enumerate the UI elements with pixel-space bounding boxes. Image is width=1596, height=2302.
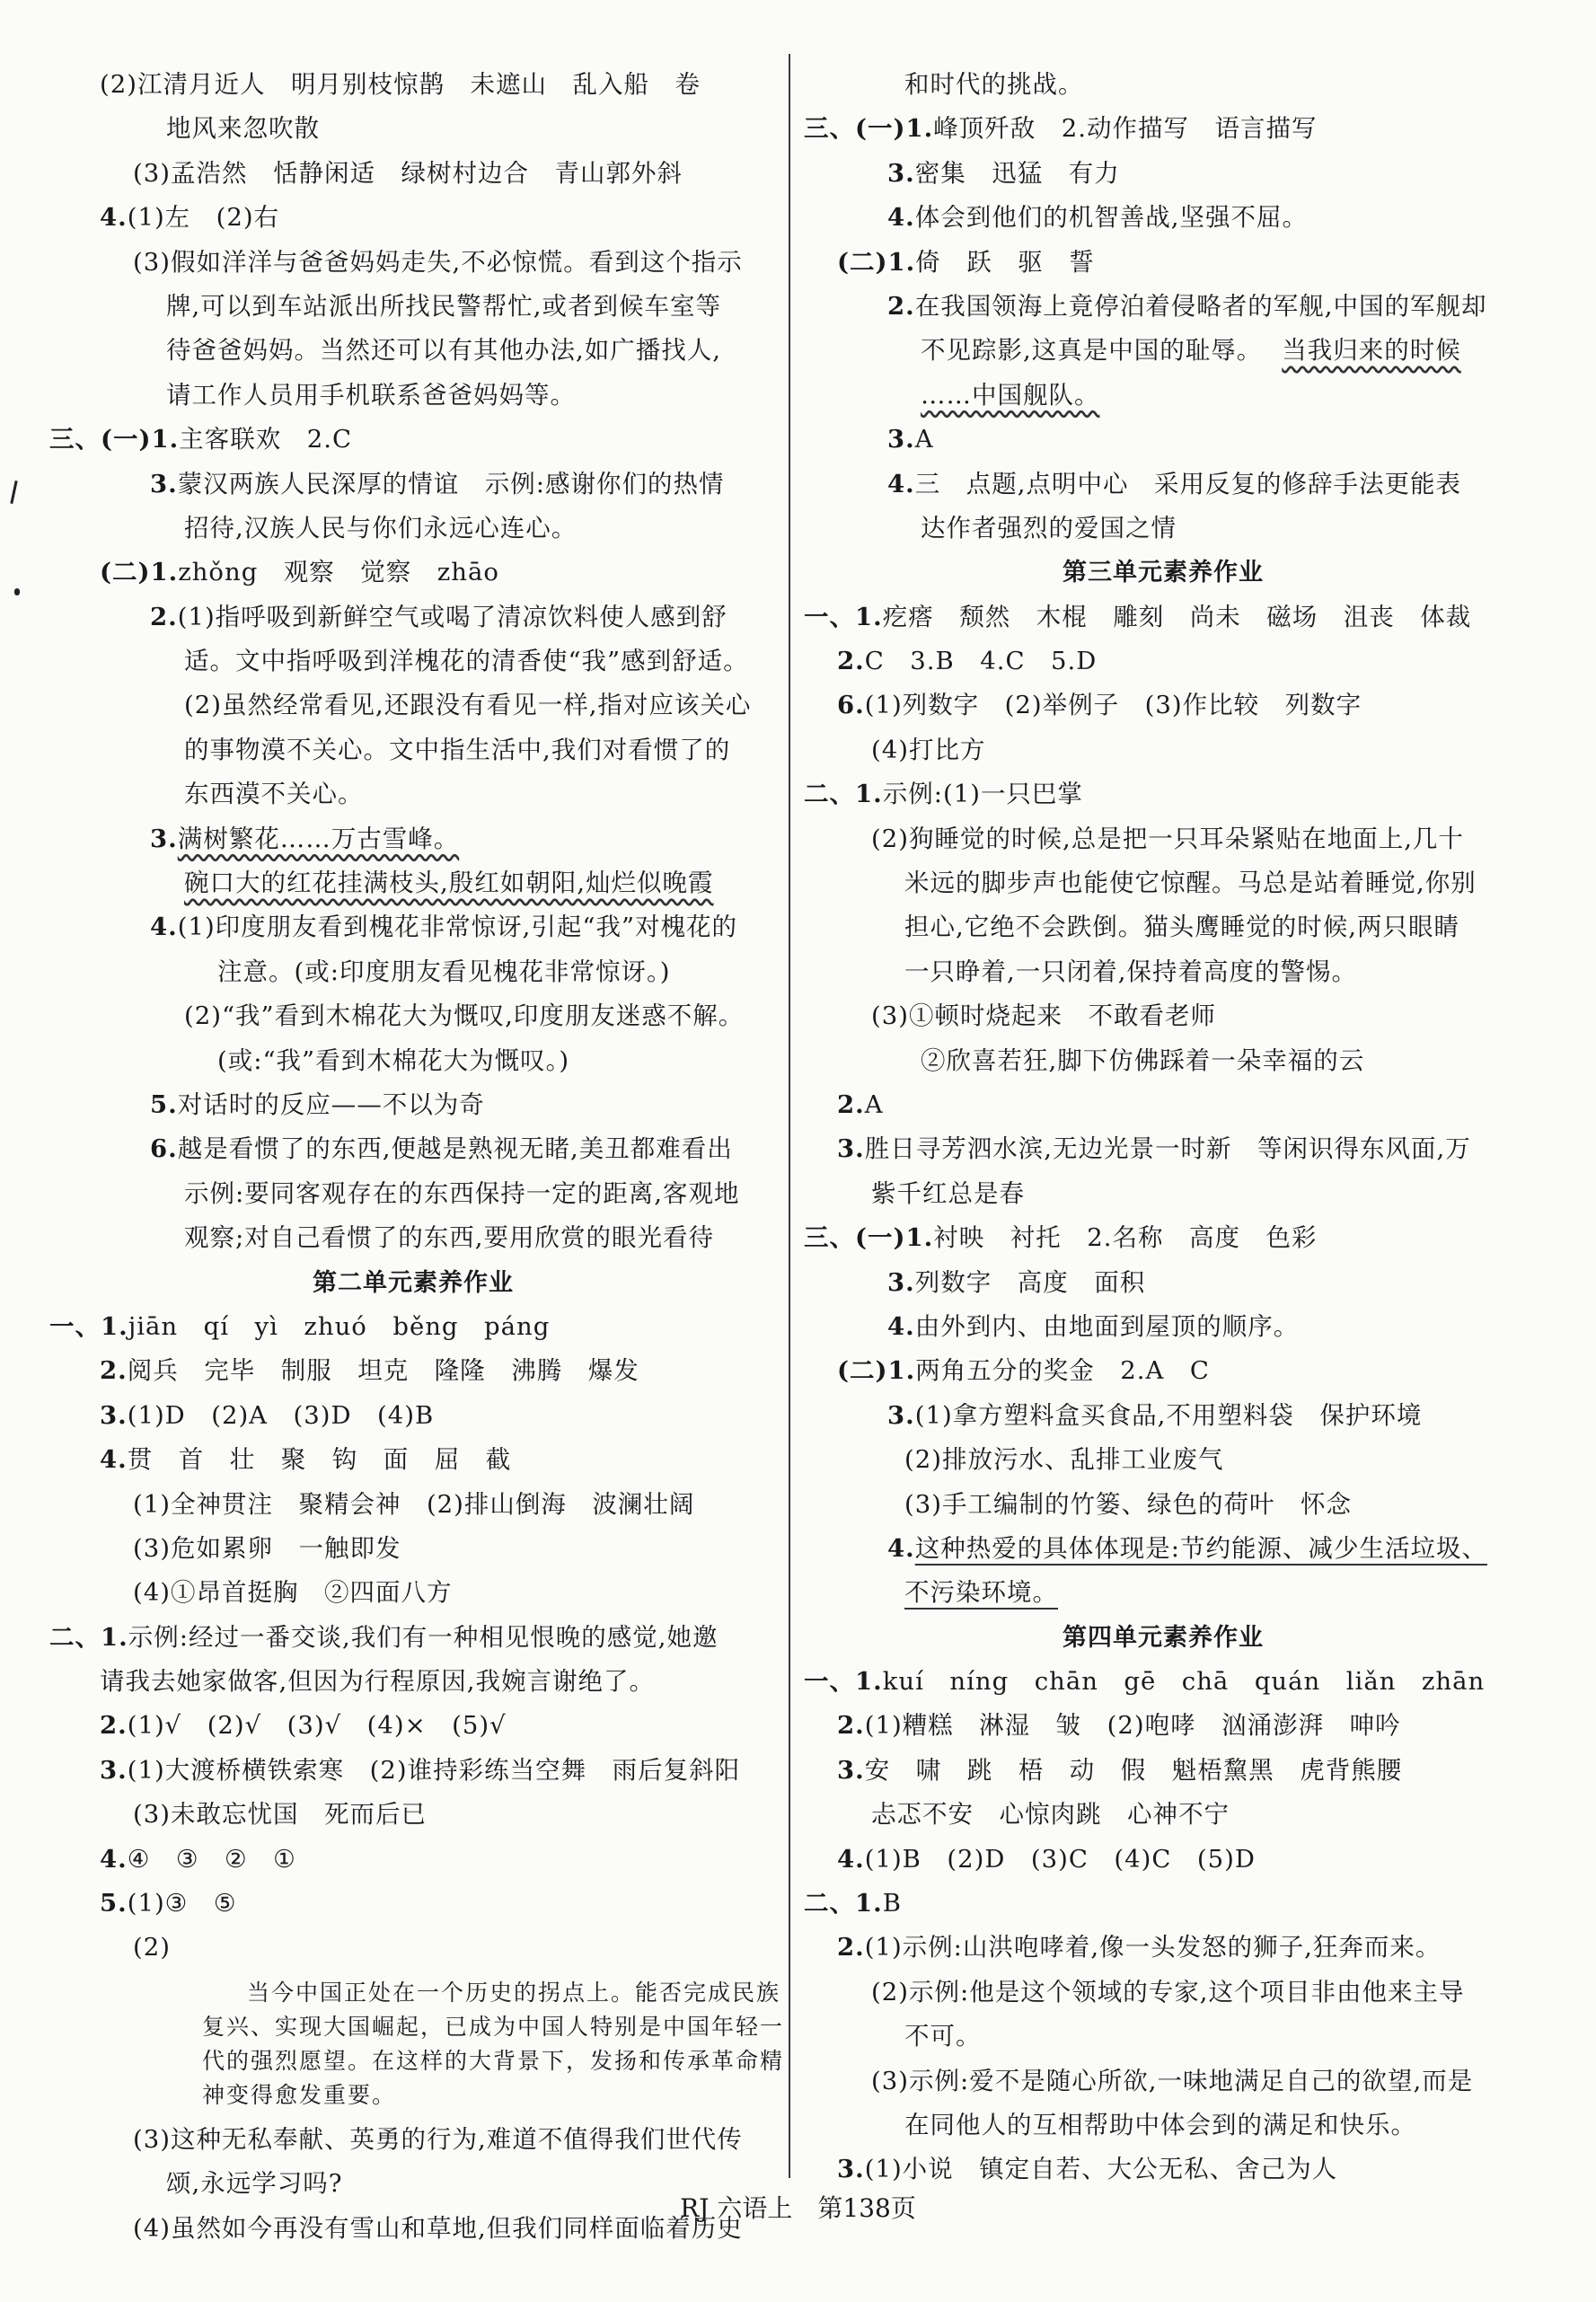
item-number: 2. xyxy=(150,602,178,631)
answer-text: 在我国领海上竟停泊着侵略者的军舰,中国的军舰却 xyxy=(914,291,1487,321)
answer-line xyxy=(804,1172,1522,1216)
item-number: 3. xyxy=(837,1755,865,1785)
answer-line xyxy=(49,772,777,816)
answer-line xyxy=(49,1039,777,1083)
answer-line xyxy=(804,2104,1522,2148)
item-number: 3. xyxy=(887,1267,915,1297)
answer-line xyxy=(49,817,777,861)
answer-text: 注意。(或:印度朋友看见槐花非常惊讶。) xyxy=(217,957,671,986)
item-number: 2. xyxy=(837,1933,865,1962)
answer-line xyxy=(49,728,777,772)
item-number: 3. xyxy=(887,158,915,188)
item-number: 2. xyxy=(837,1089,865,1119)
answer-line xyxy=(49,463,777,507)
answer-text: 示例:经过一番交谈,我们有一种相见恨晚的感觉,她邀 xyxy=(128,1622,719,1652)
answer-line xyxy=(49,1616,777,1660)
answer-text: (1)印度朋友看到槐花非常惊讶,引起“我”对槐花的 xyxy=(177,913,738,942)
answer-line xyxy=(804,285,1522,329)
answer-text: (2)排放污水、乱排工业废气 xyxy=(904,1445,1224,1475)
answer-line xyxy=(804,861,1522,905)
answer-text: (1)示例:山洪咆哮着,像一头发怒的狮子,狂奔而来。 xyxy=(864,1933,1442,1962)
item-number: 4. xyxy=(837,1844,865,1874)
right-column xyxy=(804,63,1522,2192)
answer-text: 忐忑不安 心惊肉跳 心神不宁 xyxy=(871,1800,1230,1830)
answer-text: (3)未敢忘忧国 死而后已 xyxy=(133,1800,427,1830)
answer-line xyxy=(49,152,777,196)
item-number: 4. xyxy=(887,1311,915,1341)
answer-text: 疙瘩 颓然 木棍 雕刻 尚未 磁场 沮丧 体裁 xyxy=(882,602,1472,631)
page-footer: RJ 六语上 第138页 xyxy=(680,2193,916,2223)
item-number: 一、1. xyxy=(49,1311,128,1341)
item-number: 一、1. xyxy=(804,1667,883,1697)
item-number: (二)1. xyxy=(837,1356,916,1386)
answer-text: 示例:要同客观存在的东西保持一定的距离,客观地 xyxy=(184,1178,740,1208)
answer-text: (4)虽然如今再没有雪山和草地,但我们同样面临着历史 xyxy=(133,2213,743,2243)
item-number: 4. xyxy=(887,203,915,233)
answer-line xyxy=(804,1127,1522,1171)
item-number: 3. xyxy=(150,824,178,853)
answer-line xyxy=(804,507,1522,551)
answer-line xyxy=(49,241,777,285)
handwritten-line: 当今中国正处在一个历史的拐点上。能否完成民族 xyxy=(247,1979,781,2006)
answer-text: B xyxy=(882,1889,902,1918)
answer-text: 请我去她家做客,但因为行程原因,我婉言谢绝了。 xyxy=(100,1667,655,1697)
answer-line xyxy=(804,905,1522,949)
answer-line xyxy=(49,684,777,728)
answer-text: 衬映 衬托 2.名称 高度 色彩 xyxy=(933,1223,1318,1253)
answer-line xyxy=(49,1926,777,1970)
answer-line xyxy=(804,1394,1522,1438)
answer-text: (1)√ (2)√ (3)√ (4)× (5)√ xyxy=(127,1711,507,1741)
item-number: 4. xyxy=(100,1445,128,1475)
answer-text: (3)孟浩然 恬静闲适 绿树村边合 青山郭外斜 xyxy=(133,158,683,188)
answer-line xyxy=(49,1394,777,1438)
answer-line xyxy=(49,285,777,329)
item-number: 三、(一)1. xyxy=(49,425,180,454)
item-number: 6. xyxy=(837,691,865,720)
answer-line xyxy=(49,994,777,1038)
item-number: 4. xyxy=(887,469,915,498)
answer-text: (2)“我”看到木棉花大为慨叹,印度朋友迷惑不解。 xyxy=(184,1001,745,1031)
answer-text: 主客联欢 2.C xyxy=(179,425,353,454)
item-number: 4. xyxy=(100,1844,128,1874)
item-number: 3. xyxy=(100,1400,128,1430)
item-number: 2. xyxy=(887,291,915,321)
answer-text: (1)指呼吸到新鲜空气或喝了清凉饮料使人感到舒 xyxy=(177,602,727,631)
item-number: 2. xyxy=(100,1356,128,1386)
answer-text: (1)全神贯注 聚精会神 (2)排山倒海 波澜壮阔 xyxy=(133,1489,695,1519)
handwritten-line: 复兴、实现大国崛起，已成为中国人特别是中国年轻一 xyxy=(202,2013,785,2040)
answer-line xyxy=(804,2015,1522,2059)
answer-line xyxy=(49,507,777,551)
answer-line xyxy=(804,241,1522,285)
answer-line xyxy=(804,684,1522,728)
answer-text: 安 啸 跳 梧 动 假 魁梧黧黑 虎背熊腰 xyxy=(864,1755,1403,1785)
answer-line xyxy=(49,1216,777,1260)
answer-line xyxy=(804,1305,1522,1349)
answer-text: 招待,汉族人民与你们永远心连心。 xyxy=(184,513,578,542)
answer-text: (1)B (2)D (3)C (4)C (5)D xyxy=(864,1844,1256,1874)
answer-text: 担心,它绝不会跌倒。猫头鹰睡觉的时候,两只眼睛 xyxy=(904,913,1459,942)
item-number: (二)1. xyxy=(100,558,179,587)
answer-line xyxy=(49,418,777,462)
answer-line xyxy=(49,2118,777,2162)
answer-line xyxy=(49,861,777,905)
answer-text: (1)拿方塑料盒买食品,不用塑料袋 保护环境 xyxy=(914,1400,1423,1430)
answer-text: 待爸爸妈妈。当然还可以有其他办法,如广播找人, xyxy=(166,336,721,366)
answer-line xyxy=(804,817,1522,861)
item-number: 4. xyxy=(150,913,178,942)
answer-text: (1)左 (2)右 xyxy=(127,203,280,233)
answer-text: 对话时的反应——不以为奇 xyxy=(177,1089,485,1119)
answer-text: (1)糟糕 淋湿 皱 (2)咆哮 汹涌澎湃 呻吟 xyxy=(864,1711,1401,1741)
item-number: (二)1. xyxy=(837,247,916,277)
item-number: 2. xyxy=(837,647,865,676)
answer-text: 碗口大的红花挂满枝头,殷红如朝阳,灿烂似晚霞 xyxy=(184,869,714,898)
answer-line xyxy=(49,329,777,373)
answer-text: (1)小说 镇定自若、大公无私、舍己为人 xyxy=(864,2155,1338,2184)
item-number: 2. xyxy=(100,1711,128,1741)
answer-line xyxy=(49,1172,777,1216)
item-number: 二、1. xyxy=(804,1889,883,1918)
answer-line xyxy=(804,1483,1522,1527)
handwritten-line: 代的强烈愿望。在这样的大背景下，发扬和传承革命精 xyxy=(202,2047,785,2074)
answer-text: (4)①昂首挺胸 ②四面八方 xyxy=(133,1578,453,1608)
answer-line xyxy=(804,1261,1522,1305)
handwritten-line: 神变得愈发重要。 xyxy=(202,2081,397,2108)
answer-text: 越是看惯了的东西,便越是熟视无睹,美丑都难看出 xyxy=(177,1134,733,1164)
item-number: 3. xyxy=(837,1134,865,1164)
answer-text: (3)这种无私奉献、英勇的行为,难道不值得我们世代传 xyxy=(133,2124,743,2154)
answer-line xyxy=(804,1438,1522,1482)
item-number: 3. xyxy=(887,1400,915,1430)
answer-text: 不可。 xyxy=(904,2022,982,2051)
answer-text: kuí níng chān gē chā quán liǎn zhān xyxy=(882,1667,1486,1697)
margin-dot xyxy=(14,588,20,595)
item-number: 5. xyxy=(100,1889,128,1918)
answer-text: 在同他人的互相帮助中体会到的满足和快乐。 xyxy=(904,2110,1416,2139)
answer-text: 这种热爱的具体体现是:节约能源、减少生活垃圾、 xyxy=(914,1533,1487,1563)
answer-text: 列数字 高度 面积 xyxy=(914,1267,1146,1297)
answer-text: (2)虽然经常看见,还跟没有看见一样,指对应该关心 xyxy=(184,691,752,720)
answer-line xyxy=(804,1882,1522,1926)
answer-text: (3)①顿时烧起来 不敢看老师 xyxy=(871,1001,1216,1031)
answer-line xyxy=(804,152,1522,196)
answer-text: 和时代的挑战。 xyxy=(904,70,1084,99)
answer-text: 三 点题,点明中心 采用反复的修辞手法更能表 xyxy=(914,469,1461,498)
answer-line xyxy=(804,994,1522,1038)
answer-line xyxy=(49,196,777,240)
answer-line xyxy=(804,374,1522,418)
answer-text: 牌,可以到车站派出所找民警帮忙,或者到候车室等 xyxy=(166,291,721,321)
answer-text: 不见踪影,这真是中国的耻辱。 xyxy=(921,336,1263,366)
answer-line xyxy=(804,1971,1522,2015)
answer-text: A xyxy=(914,425,934,454)
answer-line xyxy=(49,1660,777,1704)
answer-text: (2)狗睡觉的时候,总是把一只耳朵紧贴在地面上,几十 xyxy=(871,824,1464,853)
answer-line xyxy=(49,63,777,107)
answer-line xyxy=(804,1571,1522,1615)
answer-line xyxy=(804,1083,1522,1127)
item-number: 2. xyxy=(837,1711,865,1741)
section-title: 第三单元素养作业 xyxy=(1063,559,1264,587)
answer-line xyxy=(804,1039,1522,1083)
answer-line xyxy=(49,1127,777,1171)
answer-line xyxy=(49,595,777,639)
answer-line xyxy=(804,107,1522,151)
answer-line xyxy=(804,1704,1522,1748)
answer-text: (4)打比方 xyxy=(871,735,986,764)
answer-text: 由外到内、由地面到屋顶的顺序。 xyxy=(914,1311,1300,1341)
answer-text: (2) xyxy=(133,1933,171,1962)
answer-line xyxy=(804,1838,1522,1882)
answer-text: C 3.B 4.C 5.D xyxy=(864,647,1098,676)
item-number: 6. xyxy=(150,1134,178,1164)
answer-text: 体会到他们的机智善战,坚强不屈。 xyxy=(914,203,1308,233)
answer-line xyxy=(49,1527,777,1571)
answer-text: 的事物漠不关心。文中指生活中,我们对看惯了的 xyxy=(184,735,731,764)
column-divider xyxy=(789,54,790,2178)
item-number: 一、1. xyxy=(804,602,883,631)
answer-text: 峰顶歼敌 2.动作描写 语言描写 xyxy=(933,114,1318,144)
answer-line xyxy=(49,905,777,949)
answer-text: 紫千红总是春 xyxy=(871,1178,1025,1208)
answer-line xyxy=(49,1305,777,1349)
answer-line xyxy=(49,1571,777,1615)
answer-text: 东西漠不关心。 xyxy=(184,780,364,809)
answer-line xyxy=(49,1838,777,1882)
answer-text: 示例:(1)一只巴掌 xyxy=(882,780,1083,809)
answer-text: 蒙汉两族人民深厚的情谊 示例:感谢你们的热情 xyxy=(177,469,725,498)
answer-line xyxy=(804,1660,1522,1704)
answer-text: 颂,永远学习吗? xyxy=(166,2169,343,2199)
answer-line xyxy=(49,1438,777,1482)
answer-text: 贯 首 壮 聚 钩 面 屈 截 xyxy=(127,1445,512,1475)
answer-line xyxy=(49,1083,777,1127)
answer-line xyxy=(49,1704,777,1748)
item-number: 二、1. xyxy=(49,1622,128,1652)
answer-line xyxy=(804,196,1522,240)
handwritten-answer xyxy=(202,1976,785,2112)
answer-text: (2)江清月近人 明月别枝惊鹊 未遮山 乱入船 卷 xyxy=(100,70,701,99)
answer-text: (1)大渡桥横铁索寒 (2)谁持彩练当空舞 雨后复斜阳 xyxy=(127,1755,741,1785)
answer-text: 密集 迅猛 有力 xyxy=(914,158,1120,188)
answer-line xyxy=(804,463,1522,507)
answer-text: ②欣喜若狂,脚下仿佛踩着一朵幸福的云 xyxy=(921,1045,1365,1075)
item-number: 4. xyxy=(887,1533,915,1563)
answer-text: (3)示例:爱不是随心所欲,一味地满足自己的欲望,而是 xyxy=(871,2066,1474,2095)
item-number: 3. xyxy=(150,469,178,498)
answer-text: ④ ③ ② ① xyxy=(127,1844,296,1874)
answer-text: 不污染环境。 xyxy=(904,1578,1058,1608)
answer-line xyxy=(804,1793,1522,1837)
answer-line xyxy=(49,1749,777,1793)
answer-line xyxy=(49,1882,777,1926)
answer-text: 两角五分的奖金 2.A C xyxy=(915,1356,1210,1386)
item-number: 3. xyxy=(100,1755,128,1785)
answer-text: 胜日寻芳泗水滨,无边光景一时新 等闲识得东风面,万 xyxy=(864,1134,1471,1164)
section-title: 第四单元素养作业 xyxy=(1063,1623,1264,1652)
answer-text: (3)手工编制的竹篓、绿色的荷叶 怀念 xyxy=(904,1489,1352,1519)
answer-text: 地风来忽吹散 xyxy=(166,114,320,144)
answer-text: 阅兵 完毕 制服 坦克 隆隆 沸腾 爆发 xyxy=(127,1356,639,1386)
answer-text: 请工作人员用手机联系爸爸妈妈等。 xyxy=(166,380,576,410)
answer-line xyxy=(49,639,777,684)
item-number: 3. xyxy=(887,425,915,454)
answer-line xyxy=(804,1349,1522,1393)
answer-line xyxy=(49,950,777,994)
item-number: 5. xyxy=(150,1089,178,1119)
answer-line xyxy=(804,63,1522,107)
answer-line xyxy=(804,1527,1522,1571)
answer-line xyxy=(804,1926,1522,1970)
answer-text: (3)假如洋洋与爸爸妈妈走失,不必惊慌。看到这个指示 xyxy=(133,247,743,277)
answer-line xyxy=(804,418,1522,462)
section-title: 第二单元素养作业 xyxy=(313,1268,514,1297)
answer-line xyxy=(49,1349,777,1393)
answer-line xyxy=(49,551,777,595)
answer-line xyxy=(49,1483,777,1527)
left-column xyxy=(49,63,785,2251)
answer-text: 满树繁花……万古雪峰。 xyxy=(177,824,460,853)
answer-text: zhǒng 观察 觉察 zhāo xyxy=(178,558,499,587)
answer-text: (2)示例:他是这个领域的专家,这个项目非由他来主导 xyxy=(871,1977,1465,2007)
answer-text: (1)列数字 (2)举例子 (3)作比较 列数字 xyxy=(864,691,1362,720)
answer-line xyxy=(804,2148,1522,2192)
item-number: 4. xyxy=(100,203,128,233)
item-number: 三、(一)1. xyxy=(804,114,934,144)
answer-line xyxy=(804,1216,1522,1260)
answer-line xyxy=(804,950,1522,994)
answer-text: 适。文中指呼吸到洋槐花的清香使“我”感到舒适。 xyxy=(184,647,749,676)
answer-text: (3)危如累卵 一触即发 xyxy=(133,1533,401,1563)
underlined-text: 当我归来的时候 xyxy=(1282,336,1461,366)
answer-line xyxy=(49,107,777,151)
answer-line xyxy=(804,772,1522,816)
answer-text: 倚 跃 驱 誓 xyxy=(915,247,1095,277)
answer-text: 米远的脚步声也能使它惊醒。马总是站着睡觉,你别 xyxy=(904,869,1477,898)
answer-line xyxy=(804,639,1522,684)
answer-line xyxy=(804,329,1522,373)
answer-line xyxy=(804,2059,1522,2104)
answer-line xyxy=(804,595,1522,639)
item-number: 3. xyxy=(837,2155,865,2184)
answer-line xyxy=(49,374,777,418)
answer-text: 达作者强烈的爱国之情 xyxy=(921,513,1177,542)
answer-text: 一只睁着,一只闭着,保持着高度的警惕。 xyxy=(904,957,1357,986)
margin-mark xyxy=(10,481,17,504)
item-number: 二、1. xyxy=(804,780,883,809)
answer-text: ……中国舰队。 xyxy=(921,380,1100,410)
answer-line xyxy=(49,1793,777,1837)
answer-text: jiān qí yì zhuó běng páng xyxy=(128,1311,551,1341)
answer-text: (1)D (2)A (3)D (4)B xyxy=(127,1400,435,1430)
answer-text: (1)③ ⑤ xyxy=(127,1889,237,1918)
answer-text: 观察;对自己看惯了的东西,要用欣赏的眼光看待 xyxy=(184,1223,715,1253)
answer-text: A xyxy=(864,1089,884,1119)
item-number: 三、(一)1. xyxy=(804,1223,934,1253)
answer-line xyxy=(804,1749,1522,1793)
answer-line xyxy=(804,728,1522,772)
answer-text: (或:“我”看到木棉花大为慨叹。) xyxy=(217,1045,570,1075)
